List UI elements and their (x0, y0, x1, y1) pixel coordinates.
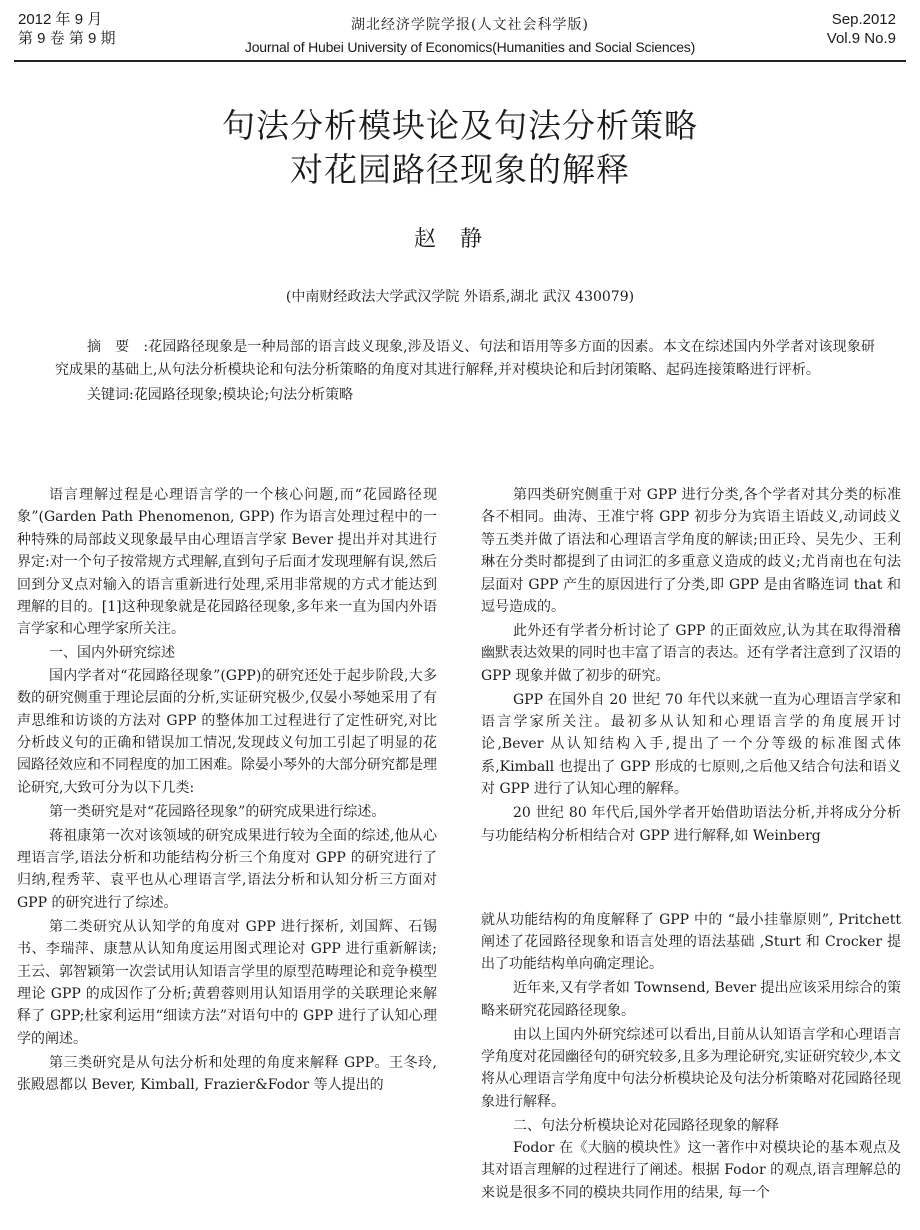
section-heading-1: 一、国内外研究综述 (49, 645, 175, 662)
title-line-1: 句法分析模块论及句法分析策略 (222, 106, 698, 145)
body-paragraph: GPP 在国外自 20 世纪 70 年代以来就一直为心理语言学家和语言学家所关注。最初多从认知和心理语言学的角度展开讨论,Bever 从认知结构入手,提出了一个分等级的标准图式体系,Kimball 也提出了 GPP 形成的七原则,之后他又结合句法和语义对 GPP 进行了认知心理的解释。 (481, 691, 901, 798)
body-paragraph: 由以上国内外研究综述可以看出,目前从认知语言学和心理语言学角度对花园幽径句的研究较多,且多为理论研究,实证研究较少,本文将从心理语言学角度中句法分析模块论及句法分析策略对花园路径现象进行解释。 (481, 1026, 901, 1110)
journal-name-en: Journal of Hubei University of Economics(Humanities and Social Sciences) (244, 39, 696, 55)
keywords-line (55, 384, 875, 407)
issue-date-cn: 2012 年 9 月 (18, 11, 103, 28)
body-paragraph: 第二类研究从认知学的角度对 GPP 进行探析, 刘国辉、石锡书、李瑞萍、康慧从认知角度运用图式理论对 GPP 进行重新解读;王云、郭智颖第一次尝试用认知语言学里的原型范畴理论和竞争模型理论 GPP 的成因作了分析;黄碧蓉则用认知语用学的关联理论来解释了 GPP;杜家利运用“细读方法”对语句中的 GPP 进行了认知心理学的阐述。 (17, 918, 437, 1047)
issue-date-en: Sep.2012 (831, 11, 896, 28)
author-affiliation: (中南财经政法大学武汉学院 外语系,湖北 武汉 430079) (285, 289, 635, 305)
issue-volume-cn: 第 9 卷 第 9 期 (18, 30, 116, 47)
abstract-paragraph (55, 336, 875, 382)
body-paragraph: 第一类研究是对“花园路径现象”的研究成果进行综述。 (49, 803, 386, 820)
header-right (827, 10, 896, 48)
body-paragraph: 蒋祖康第一次对该领域的研究成果进行较为全面的综述,他从心理语言学,语法分析和功能结构分析三个角度对 GPP 的研究进行了归纳,程秀苹、袁平也从心理语言学,语法分析和认知分析三方面对 GPP 的研究进行了综述。 (17, 827, 437, 911)
author-name: 赵静 (413, 227, 506, 252)
abstract-label: 摘要 (87, 339, 144, 355)
body-paragraph: 近年来,又有学者如 Townsend, Bever 提出应该采用综合的策略来研究花园路径现象。 (481, 980, 901, 1019)
body-column-left (17, 484, 437, 1098)
body-paragraph: Fodor 在《大脑的模块性》这一著作中对模块论的基本观点及其对语言理解的过程进行了阐述。根据 Fodor 的观点,语言理解总的来说是很多不同的模块共同作用的结果, 每一个 (481, 1140, 901, 1201)
journal-name-cn: 湖北经济学院学报(人文社会科学版) (351, 17, 589, 33)
body-paragraph: 20 世纪 80 年代后,国外学者开始借助语法分析,并将成分分析与功能结构分析相结合对 GPP 进行解释,如 Weinberg (481, 805, 901, 844)
issue-volume-en: Vol.9 No.9 (826, 30, 896, 47)
column-gap (481, 849, 901, 909)
article-title (0, 104, 920, 192)
keywords-label: 关键词 (87, 387, 129, 403)
body-paragraph: 此外还有学者分析讨论了 GPP 的正面效应,认为其在取得滑稽幽默表达效果的同时也丰富了语言的表达。还有学者注意到了汉语的 GPP 现象并做了初步的研究。 (481, 622, 901, 684)
body-paragraph: 国内学者对“花园路径现象”(GPP)的研究还处于起步阶段,大多数的研究侧重于理论层面的分析,实证研究极少,仅晏小琴她采用了有声思维和访谈的方法对 GPP 的整体加工过程进行了定性研究,对比分析歧义句的正确和错误加工情况,发现歧义句加工引起了明显的花园路径效应和不同程度的加工困难。除晏小琴外的大部分研究都是理论研究,大致可分为以下几类: (17, 667, 437, 796)
abstract-text: :花园路径现象是一种局部的语言歧义现象,涉及语义、句法和语用等多方面的因素。本文在综述国内外学者对该现象研究成果的基础上,从句法分析模块论和句法分析策略的角度对其进行解释,并对模块论和后封闭策略、起码连接策略进行评析。 (55, 339, 875, 378)
header-left (18, 10, 116, 48)
running-header (0, 0, 920, 62)
abstract-block (55, 336, 875, 407)
body-paragraph: 就从功能结构的角度解释了 GPP 中的 “最小挂靠原则”, Pritchett 阐述了花园路径现象和语言处理的语法基础 ,Sturt 和 Crocker 提出了功能结构单向确定理论。 (481, 911, 901, 973)
header-center (200, 16, 740, 56)
header-rule (14, 60, 906, 62)
title-line-2: 对花园路径现象的解释 (290, 150, 630, 189)
body-paragraph: 第四类研究侧重于对 GPP 进行分类,各个学者对其分类的标准各不相同。曲涛、王准宁将 GPP 初步分为宾语主语歧义,动词歧义等五类并做了语法和心理语言学角度的解读;田正玲、吴先少、王利琳在分类时都提到了由词汇的多重意义造成的歧义;尤肖南也在句法层面对 GPP 产生的原因进行了分类,即 GPP 是由省略连词 that 和逗号造成的。 (481, 487, 901, 616)
body-paragraph: 语言理解过程是心理语言学的一个核心问题,而“花园路径现象”(Garden Path Phenomenon, GPP) 作为语言处理过程中的一种特殊的局部歧义现象最早由心理语言学家 Bever 提出并对其进行界定:对一个句子按常规方式理解,直到句子后面才发现理解有误,然后回到分叉点对输入的语言重新进行处理,采用非常规的方式才能达到理解的目的。[1]这种现象就是花园路径现象,多年来一直为国内外语言学家和心理学家所关注。 (17, 487, 437, 638)
keywords-text: :花园路径现象;模块论;句法分析策略 (129, 387, 354, 403)
body-column-right (481, 484, 901, 1206)
body-paragraph: 第三类研究是从句法分析和处理的角度来解释 GPP。王冬玲, 张殿恩都以 Bever, Kimball, Frazier&Fodor 等人提出的 (17, 1054, 437, 1094)
section-heading-2: 二、句法分析模块论对花园路径现象的解释 (513, 1117, 779, 1134)
